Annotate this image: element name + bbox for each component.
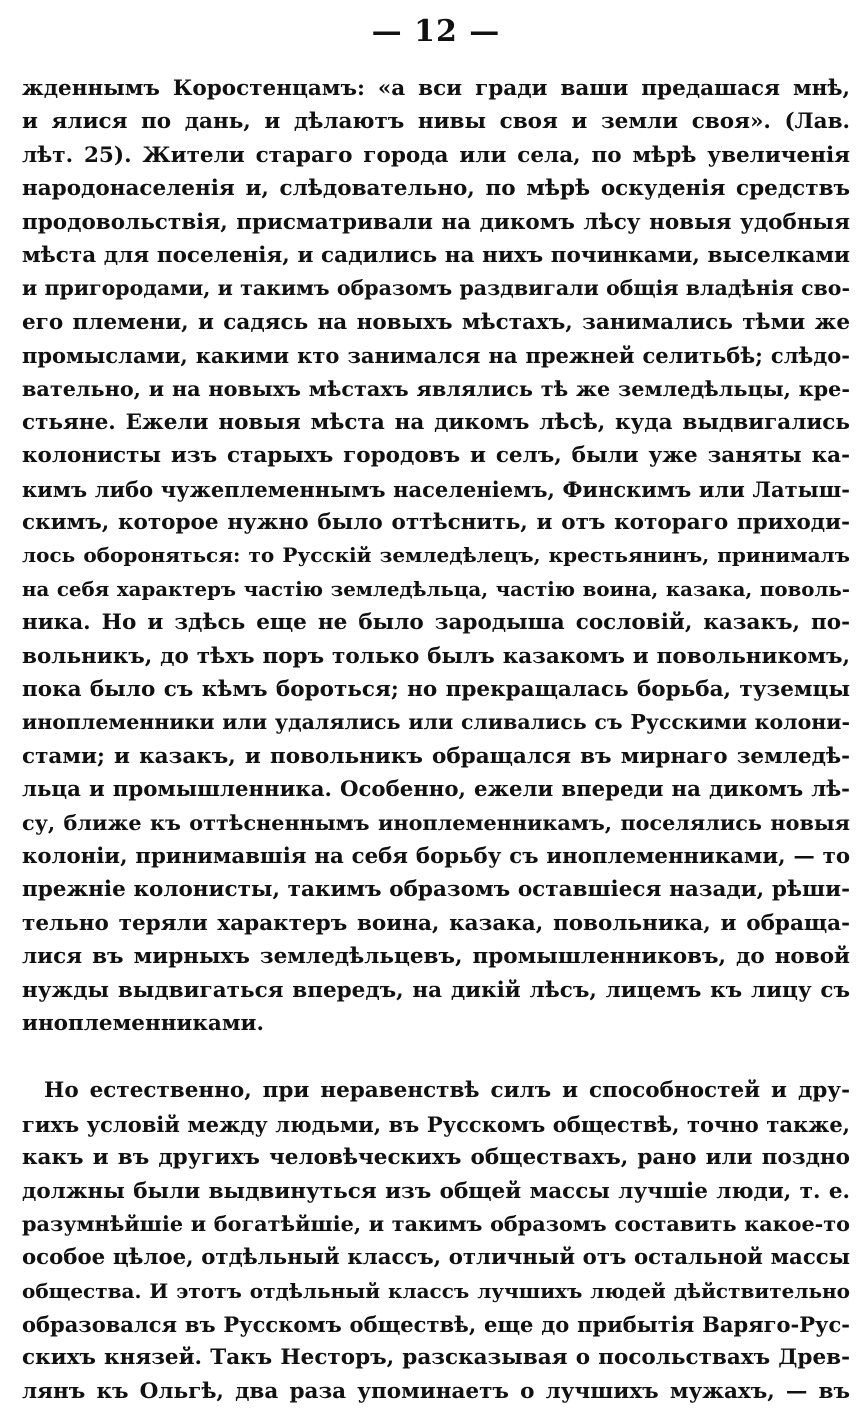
text-line: жденнымъ Коростенцамъ: «а вси гради ваши предашася мнѣ, <box>22 76 850 101</box>
text-line: вательно, и на новыхъ мѣстахъ являлись тѣ же земледѣльцы, кре- <box>22 376 850 401</box>
text-line: нужды выдвигаться впередъ, на дикій лѣсъ, лицемъ къ лицу съ <box>22 977 850 1003</box>
text-line: лось обороняться: то Русскій земледѣлецъ, крестьянинъ, принималъ <box>22 543 850 568</box>
text-line: лянъ къ Ольгѣ, два раза упоминаетъ о лучшихъ мужахъ, — въ <box>22 1378 850 1404</box>
text-line: стьяне. Ежели новыя мѣста на дикомъ лѣсѣ, куда выдвигались <box>22 409 850 435</box>
text-line: гихъ условій между людьми, въ Русскомъ обществѣ, точно также, <box>22 1111 850 1137</box>
text-line: колонисты изъ старыхъ городовъ и селъ, были уже заняты ка- <box>22 443 850 469</box>
text-line: скихъ князей. Такъ Несторъ, разсказывая о посольствахъ Древ- <box>22 1345 850 1371</box>
text-line: колоніи, принимавшія на себя борьбу съ иноплеменниками, — то <box>22 843 850 869</box>
text-line: лѣт. 25). Жители стараго города или села, по мѣрѣ увеличенія <box>22 142 850 168</box>
text-line: лися въ мирныхъ земледѣльцевъ, промышленниковъ, до новой <box>22 944 850 970</box>
text-line: стами; и казакъ, и повольникъ обращался въ мирнаго земледѣ- <box>22 743 850 769</box>
text-line: должны были выдвинуться изъ общей массы лучшіе люди, т. е. <box>22 1178 850 1204</box>
text-line: иноплеменниками. <box>22 1010 264 1036</box>
text-line: тельно теряли характеръ воина, казака, повольника, и обраща- <box>22 910 850 936</box>
text-line: мѣста для поселенія, и садились на нихъ починками, выселками <box>22 242 850 268</box>
text-line: и пригородами, и такимъ образомъ раздвигали общія владѣнія сво- <box>22 276 850 301</box>
text-line: продовольствія, присматривали на дикомъ лѣсу новыя удобныя <box>22 209 850 235</box>
text-line: и ялися по дань, и дѣлаютъ нивы своя и земли своя». (Лав. <box>22 109 850 135</box>
text-line: ника. Но и здѣсь еще не было зародыша сословій, казакъ, по- <box>22 610 850 636</box>
text-line: общества. И этотъ отдѣльный классъ лучшихъ людей дѣйствительно <box>22 1278 850 1303</box>
text-line: Но естественно, при неравенствѣ силъ и способностей и дру- <box>44 1078 850 1104</box>
paragraph-gap <box>22 1040 850 1074</box>
text-line: льца и промышленника. Особенно, ежели впереди на дикомъ лѣ- <box>22 777 850 803</box>
text-line: пока было съ кѣмъ бороться; но прекращалась борьба, туземцы <box>22 677 850 703</box>
text-line: скимъ, которое нужно было оттѣснить, и отъ котораго приходи- <box>22 510 850 536</box>
text-line: кимъ либо чужеплеменнымъ населеніемъ, Финскимъ или Латыш- <box>22 476 850 502</box>
page-number: — 12 — <box>371 14 501 49</box>
text-line: особое цѣлое, отдѣльный классъ, отличный отъ остальной массы <box>22 1245 850 1271</box>
text-line: образовался въ Русскомъ обществѣ, еще до прибытія Варяго-Рус- <box>22 1312 850 1338</box>
text-line: иноплеменники или удалялись или сливались съ Русскими колони- <box>22 710 850 735</box>
paragraph-1 <box>22 72 850 1040</box>
text-line: прежніе колонисты, такимъ образомъ оставшіеся назади, рѣши- <box>22 877 850 903</box>
text-line: на себя характеръ частію земледѣльца, частію воина, казака, поволь- <box>22 576 850 601</box>
text-line: разумнѣйшіе и богатѣйшіе, и такимъ образомъ составить какое-то <box>22 1211 850 1236</box>
paragraph-2 <box>22 1074 850 1408</box>
text-line: су, ближе къ оттѣсненнымъ иноплеменникамъ, поселялись новыя <box>22 810 850 835</box>
text-line: народонаселенія и, слѣдовательно, по мѣрѣ оскуденія средствъ <box>22 176 850 202</box>
text-line: промыслами, какими кто занимался на прежней селитьбѣ; слѣдо- <box>22 343 850 369</box>
text-line: его племени, и садясь на новыхъ мѣстахъ, занимались тѣми же <box>22 309 850 335</box>
text-line: вольникъ, до тѣхъ поръ только былъ казакомъ и повольникомъ, <box>22 643 850 669</box>
text-line: какъ и въ другихъ человѣческихъ обществахъ, рано или поздно <box>22 1145 850 1171</box>
